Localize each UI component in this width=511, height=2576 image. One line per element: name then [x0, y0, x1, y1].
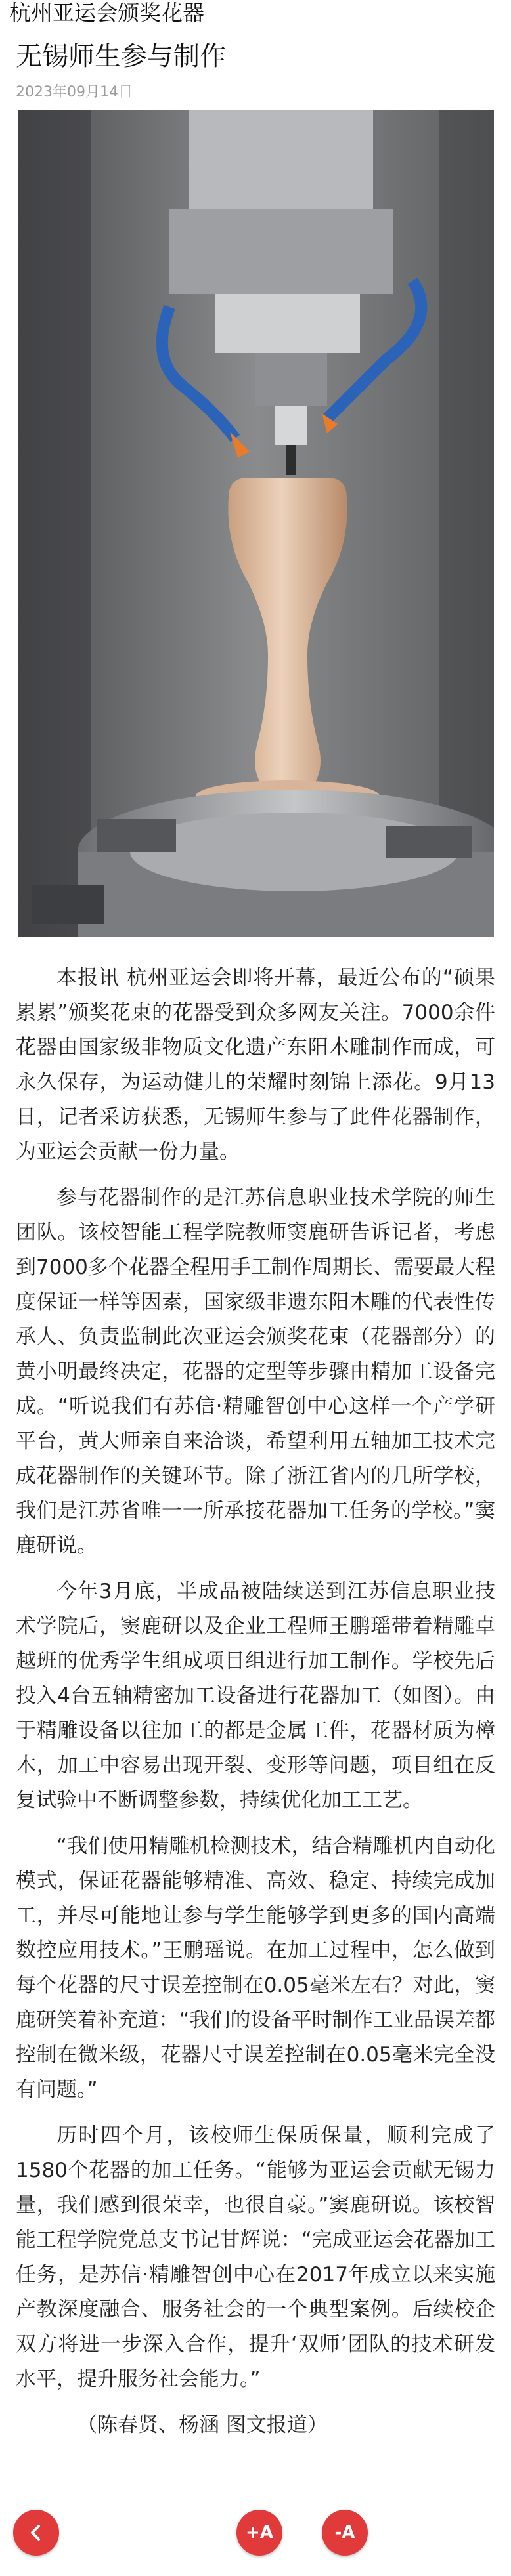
decrease-font-button[interactable]	[322, 2510, 368, 2556]
article-paragraph: 历时四个月，该校师生保质保量，顺利完成了1580个花器的加工任务。“能够为亚运会贡献无锡力量，我们感到很荣幸，也很自豪。”窦鹿研说。该校智能工程学院党总支书记甘辉说：“完成亚运会花器加工任务，是苏信·精雕智创中心在2017年成立以来实施产教深度融合、服务社会的一个典型案例。后续校企双方将进一步深入合作，提升‘双师’团队的技术研发水平，提升服务社会能力。”	[16, 2124, 495, 2391]
increase-font-label: +A	[246, 2523, 273, 2543]
page-header	[0, 0, 511, 29]
bottom-toolbar	[0, 2494, 511, 2573]
article-paragraph: 参与花器制作的是江苏信息职业技术学院的师生团队。该校智能工程学院教师窦鹿研告诉记者，考虑到7000多个花器全程用手工制作周期长、需要最大程度保证一样等因素，国家级非遗东阳木雕的代表性传承人、负责监制此次亚运会颁奖花束（花器部分）的黄小明最终决定，花器的定型等步骤由精加工设备完成。“听说我们有苏信·精雕智创中心这样一个产学研平台，黄大师亲自来洽谈，希望利用五轴加工技术完成花器制作的关键环节。除了浙江省内的几所学校，我们是江苏省唯一一所承接花器加工任务的学校。”窦鹿研说。	[16, 1186, 495, 1557]
article-paragraph: 本报讯 杭州亚运会即将开幕，最近公布的“硕果累累”颁奖花束的花器受到众多网友关注。7000余件花器由国家级非物质文化遗产东阳木雕制作而成，可永久保存，为运动健儿的荣耀时刻锦上添花。9月13日，记者采访获悉，无锡师生参与了此件花器制作，为亚运会贡献一份力量。	[16, 966, 495, 1164]
decrease-font-label: -A	[334, 2523, 355, 2543]
article-body	[16, 961, 495, 2454]
page-title: 无锡师生参与制作	[16, 41, 226, 72]
article-photo	[18, 110, 494, 937]
chevron-left-icon	[25, 2522, 47, 2544]
article-kicker: 杭州亚运会颁奖花器	[9, 0, 204, 26]
article-byline: （陈春贤、杨涵 图文报道）	[77, 2413, 328, 2437]
publish-date: 2023年09月14日	[16, 84, 133, 100]
increase-font-button[interactable]	[236, 2510, 282, 2556]
article-paragraph: “我们使用精雕机检测技术，结合精雕机内自动化模式，保证花器能够精准、高效、稳定、持续完成加工，并尽可能地让参与学生能够学到更多的国内高端数控应用技术。”王鹏瑶说。在加工过程中，怎么做到每个花器的尺寸误差控制在0.05毫米左右？对此，窦鹿研笑着补充道：“我们的设备平时制作工业品误差都控制在微米级，花器尺寸误差控制在0.05毫米完全没有问题。”	[16, 1834, 495, 2101]
back-button[interactable]	[13, 2510, 59, 2556]
cnc-machine-illustration	[18, 110, 494, 937]
article-paragraph: 今年3月底，半成品被陆续送到江苏信息职业技术学院后，窦鹿研以及企业工程师王鹏瑶带着精雕卓越班的优秀学生组成项目组进行加工制作。学校先后投入4台五轴精密加工设备进行花器加工（如图）。由于精雕设备以往加工的都是金属工件，花器材质为樟木，加工中容易出现开裂、变形等问题，项目组在反复试验中不断调整参数，持续优化加工工艺。	[16, 1580, 495, 1812]
